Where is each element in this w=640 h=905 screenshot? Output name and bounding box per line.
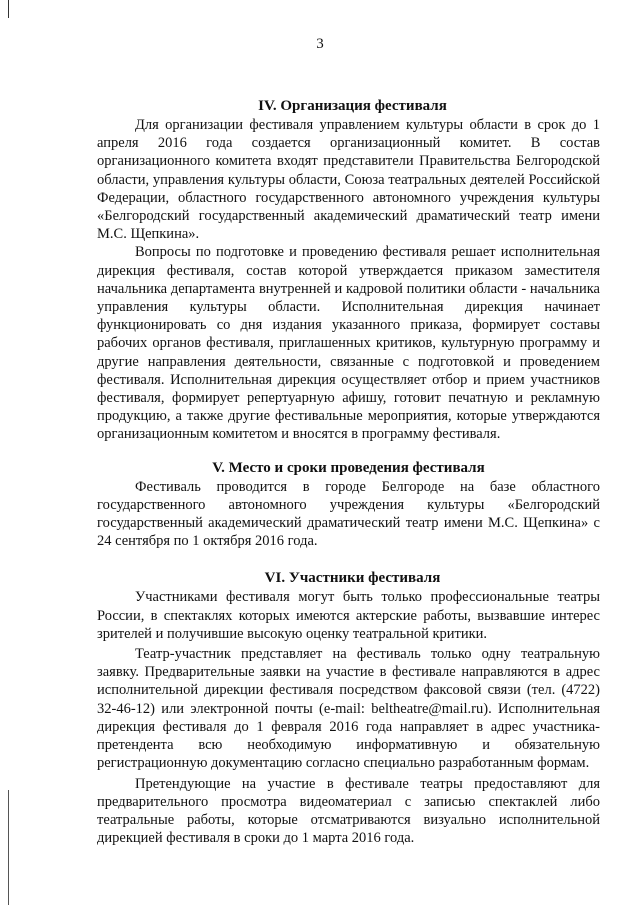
paragraph: Вопросы по подготовке и проведению фестиваля решает исполнительная дирекция фестиваля, состав которой утверждается приказом заместителя начальника департамента внутренней и кадровой политики области - начальника управления культуры области. Исполнительная дирекция начинает функционировать со дня издания указанного приказа, формирует составы рабочих органов фестиваля, приглашенных критиков, культурную программу и другие направления деятельности, связанные с подготовкой и проведением фестиваля. Исполнительная дирекция осуществляет отбор и прием участников фестиваля, формирует репертуарную афишу, готовит печатную и рекламную продукцию, а также другие фестивальные мероприятия, которые утверждаются организационным комитетом и вносятся в программу фестиваля. [97, 244, 600, 443]
section-heading: V. Место и сроки проведения фестиваля [212, 459, 485, 476]
section-heading: VI. Участники фестиваля [264, 570, 441, 587]
paragraph: Участниками фестиваля могут быть только профессиональные театры России, в спектаклях которых имеются актерские работы, вызвавшие интерес зрителей и получившие высокую оценку театральной критики. [97, 589, 600, 642]
document-body [97, 96, 600, 847]
scan-edge-mark [8, 0, 9, 18]
paragraph: Театр-участник представляет на фестиваль только одну театральную заявку. Предварительные заявки на участие в фестивале направляются в адрес исполнительной дирекции фестиваля посредством факсовой связи (тел. (4722) 32-46-12) или электронной почты (e-mail: beltheatre@mail.ru). Исполнительная дирекция фестиваля до 1 февраля 2016 года направляет в адрес участника-претендента всю необходимую информативную и обязательную регистрационную документацию согласно специально разработанным формам. [97, 646, 600, 772]
paragraph: Фестиваль проводится в городе Белгороде на базе областного государственного автономного учреждения культуры «Белгородский государственный академический драматический театр имени М.С. Щепкина» с 24 сентября по 1 октября 2016 года. [97, 478, 600, 550]
section-heading: IV. Организация фестиваля [258, 98, 447, 114]
paragraph: Для организации фестиваля управлением культуры области в срок до 1 апреля 2016 года создается организационный комитет. В состав организационного комитета входят представители Правительства Белгородской области, управления культуры области, Союза театральных деятелей Российской Федерации, областного государственного автономного учреждения культуры «Белгородский государственный академический драматический театр имени М.С. Щепкина». [97, 117, 600, 243]
page-number: 3 [316, 36, 324, 52]
section-place-and-dates [97, 458, 600, 551]
paragraph: Претендующие на участие в фестивале театры предоставляют для предварительного просмотра видеоматериал с записью спектаклей либо театральные работы, которые отсматриваются визуально исполнительной дирекцией фестиваля в сроки до 1 марта 2016 года. [97, 775, 600, 847]
section-participants [97, 568, 600, 847]
scan-edge-mark [8, 790, 9, 905]
section-organization [97, 96, 600, 444]
